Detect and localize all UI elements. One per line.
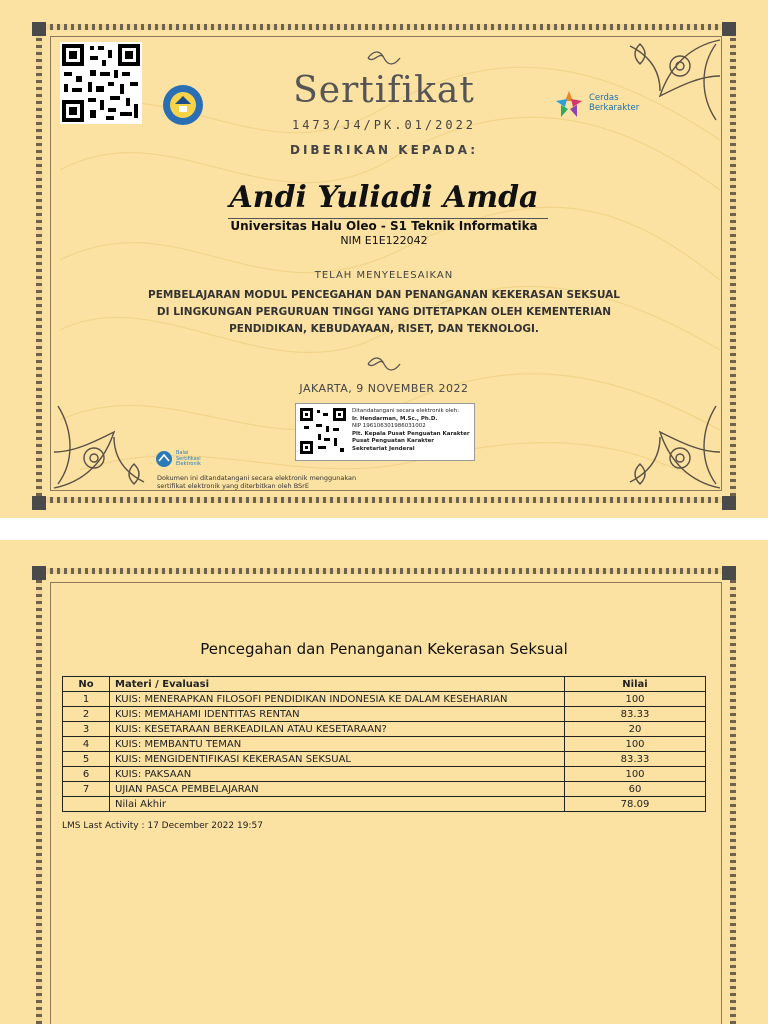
course-description	[134, 287, 634, 338]
final-score-row	[63, 797, 706, 812]
row-no-empty	[63, 797, 110, 812]
table-row	[63, 722, 706, 737]
corner-square	[32, 496, 46, 510]
footer-note	[157, 474, 417, 490]
row-nilai: 83.33	[565, 707, 706, 722]
corner-square	[722, 496, 736, 510]
col-header-materi: Materi / Evaluasi	[110, 677, 565, 692]
cerdas-berkarakter-logo-icon	[552, 88, 586, 122]
row-no: 5	[63, 752, 110, 767]
row-materi: KUIS: MEMBANTU TEMAN	[110, 737, 565, 752]
electronic-signature-box	[295, 403, 475, 461]
table-row	[63, 767, 706, 782]
row-nilai: 100	[565, 692, 706, 707]
signer-unit: Pusat Penguatan Karakter	[352, 438, 435, 444]
row-materi: KUIS: MENGIDENTIFIKASI KEKERASAN SEKSUAL	[110, 752, 565, 767]
student-id: NIM E1E122042	[340, 234, 428, 247]
left-border-strip	[36, 568, 42, 1024]
qr-code-icon	[60, 42, 142, 124]
ornament-icon	[366, 356, 402, 372]
footer-line: sertifikat elektronik yang diterbitkan oleh BSrE	[157, 482, 309, 490]
row-no: 6	[63, 767, 110, 782]
course-line: PENDIDIKAN, KEBUDAYAAN, RISET, DAN TEKNOLOGI.	[229, 323, 539, 335]
footer-line: Dokumen ini ditandatangani secara elektronik menggunakan	[157, 474, 357, 482]
row-nilai: 60	[565, 782, 706, 797]
corner-square	[722, 22, 736, 36]
row-materi: KUIS: MEMAHAMI IDENTITAS RENTAN	[110, 707, 565, 722]
row-nilai: 20	[565, 722, 706, 737]
bottom-border-strip	[36, 497, 736, 503]
ornament-icon	[366, 50, 402, 66]
row-materi: KUIS: PAKSAAN	[110, 767, 565, 782]
row-no: 1	[63, 692, 110, 707]
ornament-icon	[620, 392, 724, 492]
row-nilai: 83.33	[565, 752, 706, 767]
certificate-number: 1473/J4/PK.01/2022	[291, 118, 477, 132]
corner-square	[722, 566, 736, 580]
ornament-icon	[50, 392, 154, 492]
row-materi: KUIS: MENERAPKAN FILOSOFI PENDIDIKAN INDONESIA KE DALAM KESEHARIAN	[110, 692, 565, 707]
bsre-line: Balai	[176, 450, 189, 456]
place-date: JAKARTA, 9 NOVEMBER 2022	[299, 382, 469, 395]
col-header-nilai: Nilai	[565, 677, 706, 692]
tut-wuri-handayani-logo-icon	[162, 84, 204, 126]
brand-line2: Berkarakter	[589, 103, 640, 113]
last-activity: LMS Last Activity : 17 December 2022 19:57	[62, 821, 263, 831]
certificate-title: Sertifikat	[293, 70, 475, 111]
corner-square	[32, 566, 46, 580]
table-row	[63, 707, 706, 722]
bsre-text	[176, 451, 201, 468]
transcript-title: Pencegahan dan Penanganan Kekerasan Seksual	[200, 640, 568, 658]
left-border-strip	[36, 24, 42, 503]
brand-text	[589, 93, 639, 113]
qr-code-icon	[300, 408, 346, 454]
col-header-no: No	[63, 677, 110, 692]
scores-table	[62, 676, 706, 812]
signature-line: Ditandatangani secara elektronik oleh:	[352, 408, 460, 414]
bsre-line: Elektronik	[176, 461, 201, 467]
transcript-page	[0, 540, 768, 1024]
final-score-value: 78.09	[565, 797, 706, 812]
row-nilai: 100	[565, 767, 706, 782]
table-row	[63, 782, 706, 797]
right-border-strip	[730, 568, 736, 1024]
table-row	[63, 692, 706, 707]
final-score-label: Nilai Akhir	[110, 797, 565, 812]
table-header-row	[63, 677, 706, 692]
corner-square	[32, 22, 46, 36]
bsre-logo-icon	[155, 450, 173, 468]
row-materi: UJIAN PASCA PEMBELAJARAN	[110, 782, 565, 797]
signer-office: Sekretariat Jenderal	[352, 445, 415, 452]
row-nilai: 100	[565, 737, 706, 752]
row-no: 2	[63, 707, 110, 722]
top-border-strip	[36, 24, 736, 30]
completed-label: TELAH MENYELESAIKAN	[314, 270, 454, 281]
table-row	[63, 737, 706, 752]
row-no: 3	[63, 722, 110, 737]
row-no: 4	[63, 737, 110, 752]
course-line: DI LINGKUNGAN PERGURUAN TINGGI YANG DITETAPKAN OLEH KEMENTERIAN	[156, 306, 612, 318]
signer-nip: NIP 196106301986031002	[352, 423, 426, 429]
right-border-strip	[730, 24, 736, 503]
signer-position: Plt. Kepala Pusat Penguatan Karakter	[352, 430, 470, 437]
bsre-line: Sertifikasi	[176, 455, 201, 462]
row-no: 7	[63, 782, 110, 797]
top-border-strip	[36, 568, 736, 574]
signature-details	[352, 408, 470, 453]
table-row	[63, 752, 706, 767]
given-to-label: DIBERIKAN KEPADA:	[289, 143, 479, 157]
university-text: Universitas Halu Oleo - S1 Teknik Informatika	[230, 219, 538, 233]
signer-name: Ir. Hendarman, M.Sc., Ph.D.	[352, 415, 438, 422]
row-materi: KUIS: KESETARAAN BERKEADILAN ATAU KESETARAAN?	[110, 722, 565, 737]
course-line: PEMBELAJARAN MODUL PENCEGAHAN DAN PENANGANAN KEKERASAN SEKSUAL	[148, 289, 620, 301]
recipient-name: Andi Yuliadi Amda	[229, 180, 539, 215]
brand-line1: Cerdas	[589, 93, 619, 103]
